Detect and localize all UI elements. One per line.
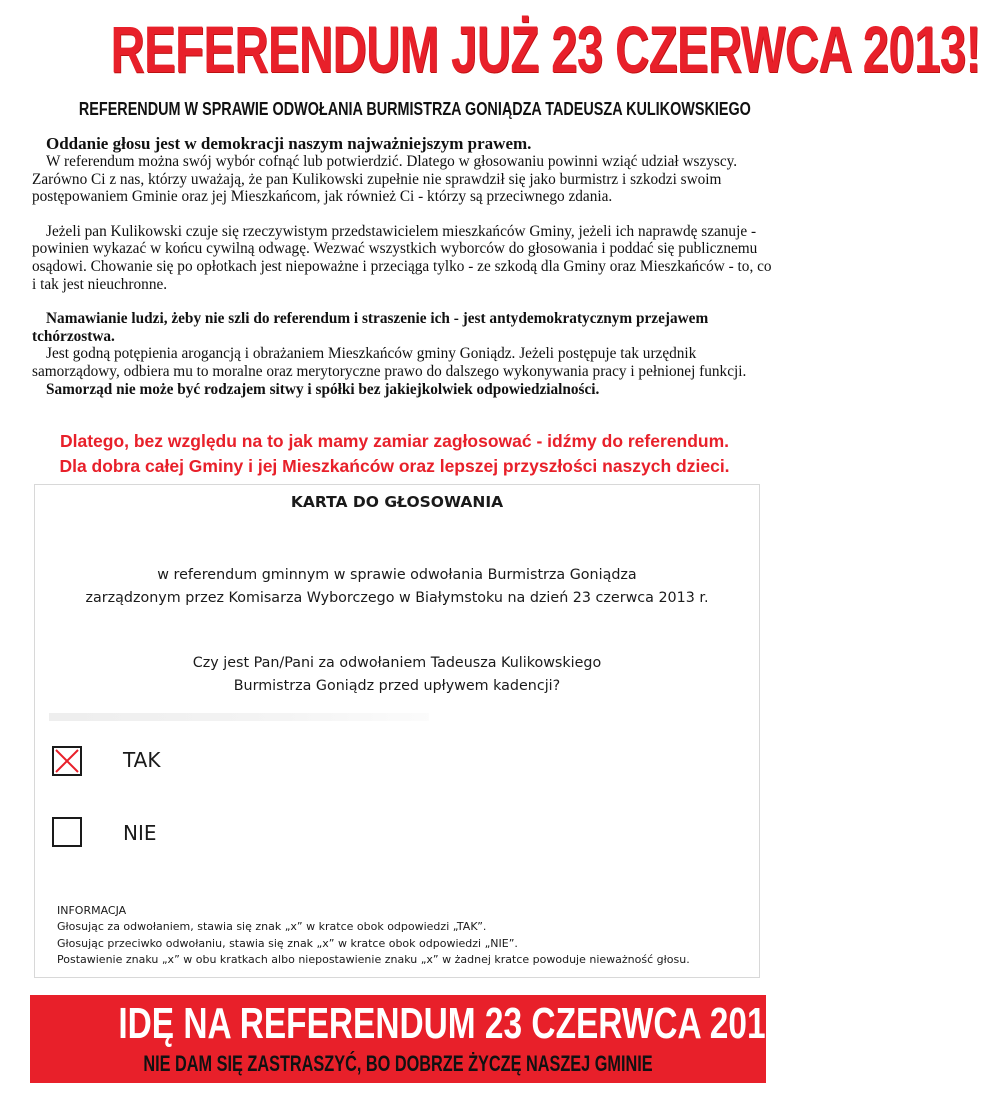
ballot-card: [34, 484, 760, 978]
ballot-intro-line: w referendum gminnym w sprawie odwołania Burmistrza Goniądza: [157, 567, 637, 583]
info-line: Głosując za odwołaniem, stawia się znak „x” w kratce obok odpowiedzi „TAK”.: [57, 920, 487, 934]
ballot-title: KARTA DO GŁOSOWANIA: [290, 493, 504, 511]
article-lead: Oddanie głosu jest w demokracji naszym najważniejszym prawem.: [46, 134, 532, 153]
ballot-question-line: Czy jest Pan/Pani za odwołaniem Tadeusza Kulikowskiego: [192, 655, 602, 671]
info-line: Postawienie znaku „x” w obu kratkach albo niepostawienie znaku „x” w żadnej kratce powoduje nieważność głosu.: [57, 952, 690, 966]
article-paragraph: Jest godną potępienia arogancją i obrażaniem Mieszkańców gminy Goniądz. Jeżeli postępuje tak urzędnik samorządowy, odbiera mu to moralne oraz merytoryczne prawo do dalszego wykonywania pracy i pełnionej funkcji.: [32, 345, 747, 380]
page-subheadline: REFERENDUM W SPRAWIE ODWOŁANIA BURMISTRZA GONIĄDZA TADEUSZA KULIKOWSKIEGO: [78, 99, 751, 119]
bottom-banner: [30, 995, 785, 1083]
appeal-line: Dlatego, bez względu na to jak mamy zamiar zagłosować - idźmy do referendum.: [59, 431, 730, 451]
tak-checkbox[interactable]: [52, 746, 82, 776]
article-paragraph: Jeżeli pan Kulikowski czuje się rzeczywistym przedstawicielem mieszkańców Gminy, jeżeli ich naprawdę szanuje - powinien wykazać w końcu cywilną odwagę. Wezwać wszystkich wyborców do głosowania i poddać się publicznemu osądowi. Chowanie się po opłotkach jest niepoważne i przeciąga tylko - ze szkodą dla Gminy oraz Mieszkańców - to, co i tak jest nieuchronne.: [32, 222, 772, 293]
article-paragraph-bold: Samorząd nie może być rodzajem sitwy i spółki bez jakiejkolwiek odpowiedzialności.: [46, 380, 600, 398]
appeal-line: Dla dobra całej Gminy i jej Mieszkańców oraz lepszej przyszłości naszych dzieci.: [59, 456, 730, 476]
article-body: [32, 134, 772, 398]
tak-label: TAK: [123, 748, 161, 772]
faint-print-through: [49, 713, 429, 721]
x-mark-icon: [54, 748, 80, 774]
page-headline: REFERENDUM JUŻ 23 CZERWCA 2013!: [110, 12, 981, 86]
info-line: Głosując przeciwko odwołaniu, stawia się znak „x” w kratce obok odpowiedzi „NIE”.: [57, 936, 518, 950]
banner-sub-text: NIE DAM SIĘ ZASTRASZYĆ, BO DOBRZE ŻYCZĘ NASZEJ GMINIE: [143, 1051, 653, 1076]
ballot-information: [57, 903, 747, 968]
article-paragraph-bold: Namawianie ludzi, żeby nie szli do referendum i straszenie ich - jest antydemokratycznym przejawem tchórzostwa.: [32, 310, 709, 345]
nie-checkbox[interactable]: [52, 817, 82, 847]
ballot-intro-line: zarządzonym przez Komisarza Wyborczego w Białymstoku na dzień 23 czerwca 2013 r.: [85, 590, 709, 606]
ballot-question-line: Burmistrza Goniądz przed upływem kadencji?: [233, 678, 561, 694]
banner-main-text: IDĘ NA REFERENDUM 23 CZERWCA 2013: [118, 999, 785, 1048]
info-title: INFORMACJA: [57, 904, 127, 917]
nie-label: NIE: [123, 821, 157, 845]
article-paragraph: W referendum można swój wybór cofnąć lub potwierdzić. Dlatego w głosowaniu powinni wziąć udział wszyscy. Zarówno Ci z nas, którzy uważają, że pan Kulikowski zupełnie nie sprawdził się jako burmistrz i szkodzi swoim postępowaniem Gminie oraz jej Mieszkańcom, jak również Ci - którzy są przeciwnego zdania.: [32, 153, 738, 206]
